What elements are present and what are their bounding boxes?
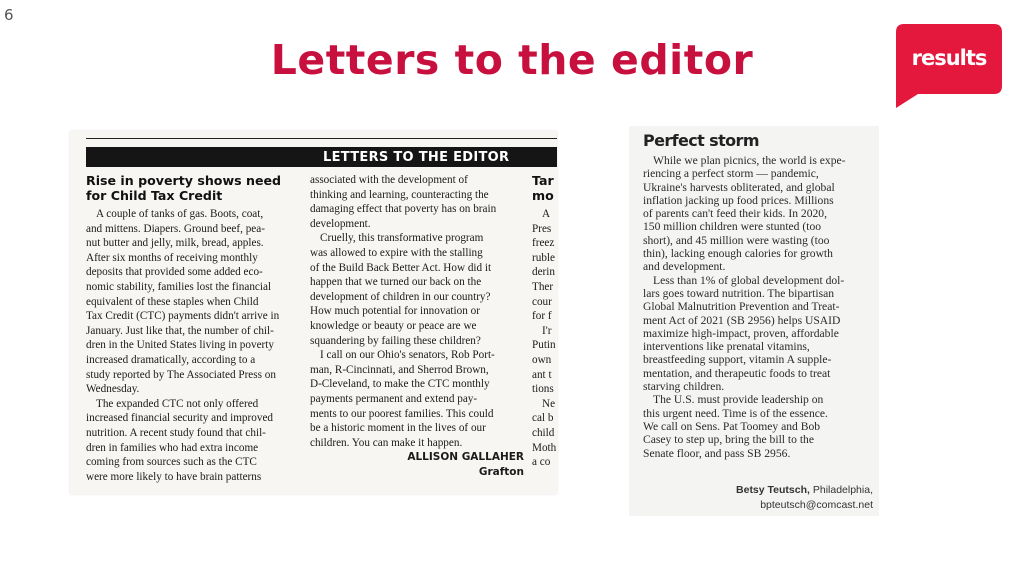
text-line: be a historic moment in the lives of our: [310, 422, 486, 435]
text-line: development.: [310, 217, 371, 230]
author-city: Philadelphia,: [812, 484, 873, 496]
text-line: deposits that provided some added eco-: [86, 266, 263, 279]
text-fragment: Pres: [532, 222, 552, 235]
text-fragment: for f: [532, 310, 552, 323]
letter-headline: [86, 173, 300, 203]
letter-headline: [532, 173, 557, 203]
text-fragment: child: [532, 426, 555, 439]
text-line: inflation jacking up food prices. Millions: [643, 193, 834, 207]
text-line: were more likely to have brain patterns: [86, 470, 262, 483]
text-line: Wednesday.: [86, 383, 140, 396]
text-line: squandering by failing these children?: [310, 334, 481, 347]
text-line: knowledge or beauty or peace are we: [310, 319, 477, 332]
headline-line: Tar: [532, 173, 554, 188]
text-fragment: I'r: [542, 324, 552, 337]
headline-line: mo: [532, 188, 554, 203]
text-line: starving children.: [643, 380, 725, 394]
letter-signature: [736, 484, 873, 496]
text-line: ment Act of 2021 (SB 2956) helps USAID: [643, 313, 841, 327]
text-line: Cruelly, this transformative program: [320, 232, 484, 245]
text-line: children. You can make it happen.: [310, 436, 463, 449]
text-line: of the Build Back Better Act. How did it: [310, 261, 492, 274]
text-line: associated with the development of: [310, 174, 468, 186]
text-line: ments to our poorest families. This could: [310, 407, 494, 420]
text-fragment: derin: [532, 266, 555, 279]
text-line: breastfeeding support, vitamin A supple-: [643, 353, 832, 367]
newspaper-clipping-left: [70, 131, 557, 494]
text-line: The expanded CTC not only offered: [96, 397, 259, 410]
letter-location: Grafton: [478, 465, 524, 478]
text-line: equivalent of these staples when Child: [86, 295, 259, 308]
text-line: this urgent need. Time is of the essence.: [643, 406, 828, 420]
text-line: man, R-Cincinnati, and Sherrod Brown,: [310, 363, 489, 376]
text-fragment: own: [532, 353, 552, 366]
logo-text: results: [911, 46, 987, 70]
text-line: A couple of tanks of gas. Boots, coat,: [96, 208, 264, 220]
text-line: study reported by The Associated Press on: [86, 368, 276, 381]
banner-label: LETTERS TO THE EDITOR: [323, 150, 510, 165]
text-line: Senate floor, and pass SB 2956.: [643, 446, 791, 460]
text-fragment: freez: [532, 237, 555, 250]
text-line: I call on our Ohio's senators, Rob Port-: [320, 349, 495, 362]
text-fragment: Moth: [532, 441, 557, 454]
results-logo: [896, 24, 1002, 108]
text-line: January. Just like that, the number of chil-: [86, 324, 274, 337]
text-line: nutrition. A recent study found that chil-: [86, 426, 266, 439]
text-line: nut butter and jelly, milk, bread, apples.: [86, 237, 264, 250]
letter-body: [643, 154, 874, 460]
text-line: maximize high-impact, proven, affordable: [643, 326, 839, 340]
newspaper-clipping-right: [629, 126, 879, 516]
text-line: Global Malnutrition Prevention and Treat-: [643, 300, 840, 314]
text-line: thinking and learning, counteracting the: [310, 188, 489, 201]
text-line: Casey to step up, bring the bill to the: [643, 433, 814, 447]
text-line: damaging effect that poverty has on brain: [310, 203, 497, 216]
author-email: bpteutsch@comcast.net: [760, 499, 873, 511]
text-line: After six months of receiving monthly: [86, 251, 258, 264]
text-line: and development.: [643, 260, 726, 274]
text-line: 150 million children were stunted (too: [643, 220, 822, 234]
text-line: Less than 1% of global development dol-: [653, 273, 845, 287]
column-2: [310, 173, 524, 479]
text-line: lars goes toward nutrition. The bipartisan: [643, 286, 835, 300]
text-line: nomic stability, families lost the financial: [86, 280, 272, 293]
headline-line: for Child Tax Credit: [86, 188, 223, 203]
slide-number: 6: [4, 6, 14, 24]
text-line: development of children in our country?: [310, 290, 491, 303]
text-line: dren in the United States living in poverty: [86, 339, 274, 352]
divider: [86, 138, 557, 139]
text-line: was allowed to expire with the stalling: [310, 246, 483, 259]
letter-headline: Perfect storm: [643, 131, 759, 150]
text-line: While we plan picnics, the world is expe-: [653, 154, 846, 167]
text-line: Ukraine's harvests obliterated, and global: [643, 180, 835, 194]
text-line: increased financial security and improved: [86, 412, 274, 425]
text-line: dren in families who had extra income: [86, 441, 259, 454]
text-fragment: cal b: [532, 412, 554, 425]
text-line: happen that we turned our back on the: [310, 276, 482, 289]
text-line: How much potential for innovation or: [310, 305, 480, 318]
text-fragment: Ne: [542, 397, 556, 410]
text-line: riencing a perfect storm — pandemic,: [643, 167, 819, 181]
section-banner: [86, 147, 557, 167]
text-fragment: a co: [532, 456, 551, 469]
text-line: coming from sources such as the CTC: [86, 456, 257, 469]
text-line: increased dramatically, according to a: [86, 353, 256, 366]
text-fragment: A: [542, 208, 551, 220]
text-line: The U.S. must provide leadership on: [653, 393, 824, 407]
text-fragment: Ther: [532, 280, 554, 293]
author-name: Betsy Teutsch,: [736, 484, 810, 496]
text-line: short), and 45 million were wasting (too: [643, 233, 830, 247]
text-fragment: Putin: [532, 339, 556, 352]
text-fragment: ruble: [532, 251, 555, 264]
letter-signature: ALLISON GALLAHER: [407, 451, 524, 464]
text-line: payments permanent and extend pay-: [310, 392, 478, 405]
text-fragment: ant t: [532, 368, 552, 381]
text-line: Tax Credit (CTC) payments didn't arrive in: [86, 310, 280, 323]
text-line: interventions like prenatal vitamins,: [643, 340, 810, 354]
text-fragment: cour: [532, 295, 552, 308]
text-line: D-Cleveland, to make the CTC monthly: [310, 378, 490, 391]
text-line: mentation, and therapeutic foods to treat: [643, 366, 831, 380]
column-1: [86, 173, 300, 484]
text-line: We call on Sens. Pat Toomey and Bob: [643, 419, 821, 433]
text-line: of parents can't feed their kids. In 2020,: [643, 207, 827, 221]
slide-title: Letters to the editor: [270, 36, 754, 84]
text-fragment: tions: [532, 383, 554, 396]
column-3-cropped: [532, 173, 557, 470]
text-line: thin), lacking enough calories for growth: [643, 247, 833, 261]
headline-line: Rise in poverty shows need: [86, 173, 282, 188]
text-line: and mittens. Diapers. Ground beef, pea-: [86, 222, 265, 235]
